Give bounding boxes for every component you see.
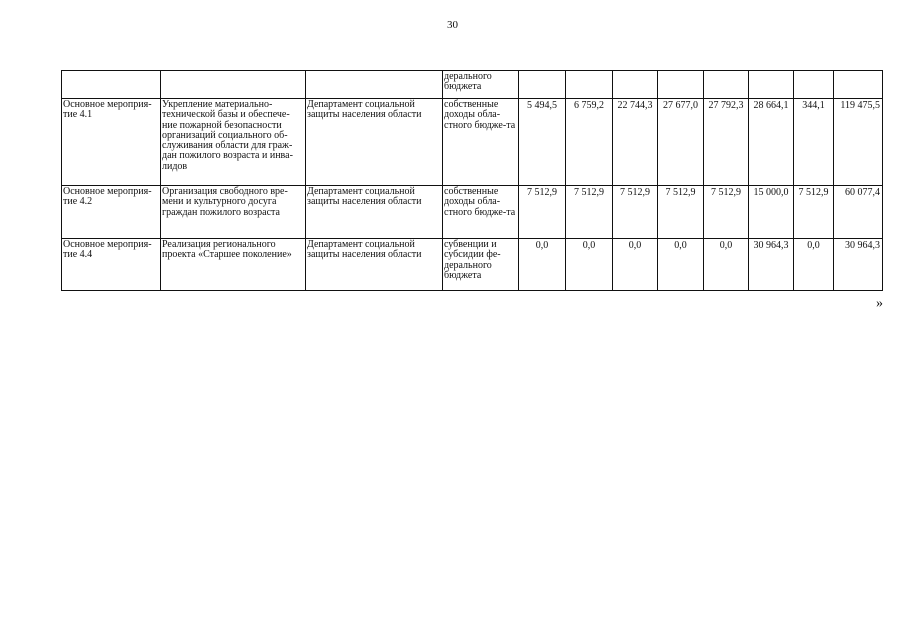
executor-cell — [306, 71, 443, 99]
value-cell: 27 677,0 — [658, 99, 704, 186]
table-row — [62, 71, 883, 99]
description-cell: Организация свободного вре-мени и культурного досуга граждан пожилого возраста — [161, 186, 306, 239]
value-cell: 0,0 — [704, 239, 749, 291]
value-cell: 15 000,0 — [749, 186, 794, 239]
value-cell: 7 512,9 — [794, 186, 834, 239]
value-cell: 22 744,3 — [613, 99, 658, 186]
value-cell: 7 512,9 — [566, 186, 613, 239]
value-cell: 7 512,9 — [658, 186, 704, 239]
name-cell: Основное мероприя-тие 4.2 — [62, 186, 161, 239]
source-cell: собственные доходы обла-стного бюдже-та — [443, 99, 519, 186]
value-cell: 30 964,3 — [834, 239, 883, 291]
value-cell: 0,0 — [566, 239, 613, 291]
value-cell: 7 512,9 — [613, 186, 658, 239]
value-cell: 30 964,3 — [749, 239, 794, 291]
table-row — [62, 99, 883, 186]
table-row — [62, 186, 883, 239]
closing-quote: » — [876, 296, 883, 311]
program-table — [61, 70, 883, 291]
value-cell: 344,1 — [794, 99, 834, 186]
value-cell: 7 512,9 — [704, 186, 749, 239]
name-cell: Основное мероприя-тие 4.1 — [62, 99, 161, 186]
description-cell: Реализация регионального проекта «Старшее поколение» — [161, 239, 306, 291]
executor-cell: Департамент социальной защиты населения области — [306, 186, 443, 239]
value-cell: 28 664,1 — [749, 99, 794, 186]
value-cell: 119 475,5 — [834, 99, 883, 186]
value-cell: 0,0 — [658, 239, 704, 291]
value-cell: 27 792,3 — [704, 99, 749, 186]
description-cell — [161, 71, 306, 99]
value-cell: 0,0 — [794, 239, 834, 291]
value-cell: 0,0 — [613, 239, 658, 291]
table-row — [62, 239, 883, 291]
name-cell — [62, 71, 161, 99]
executor-cell: Департамент социальной защиты населения области — [306, 99, 443, 186]
name-cell: Основное мероприя-тие 4.4 — [62, 239, 161, 291]
source-cell: дерального бюджета — [443, 71, 519, 99]
value-cell: 7 512,9 — [519, 186, 566, 239]
page-number: 30 — [447, 19, 458, 31]
value-cell: 60 077,4 — [834, 186, 883, 239]
executor-cell: Департамент социальной защиты населения области — [306, 239, 443, 291]
value-cell: 0,0 — [519, 239, 566, 291]
value-cell: 5 494,5 — [519, 99, 566, 186]
source-cell: собственные доходы обла-стного бюдже-та — [443, 186, 519, 239]
description-cell: Укрепление материально-технической базы и обеспече-ние пожарной безопасности организаций социального об-служивания области для граж-дан пожилого возраста и инва-лидов — [161, 99, 306, 186]
source-cell: субвенции и субсидии фе-дерального бюджета — [443, 239, 519, 291]
value-cell: 6 759,2 — [566, 99, 613, 186]
